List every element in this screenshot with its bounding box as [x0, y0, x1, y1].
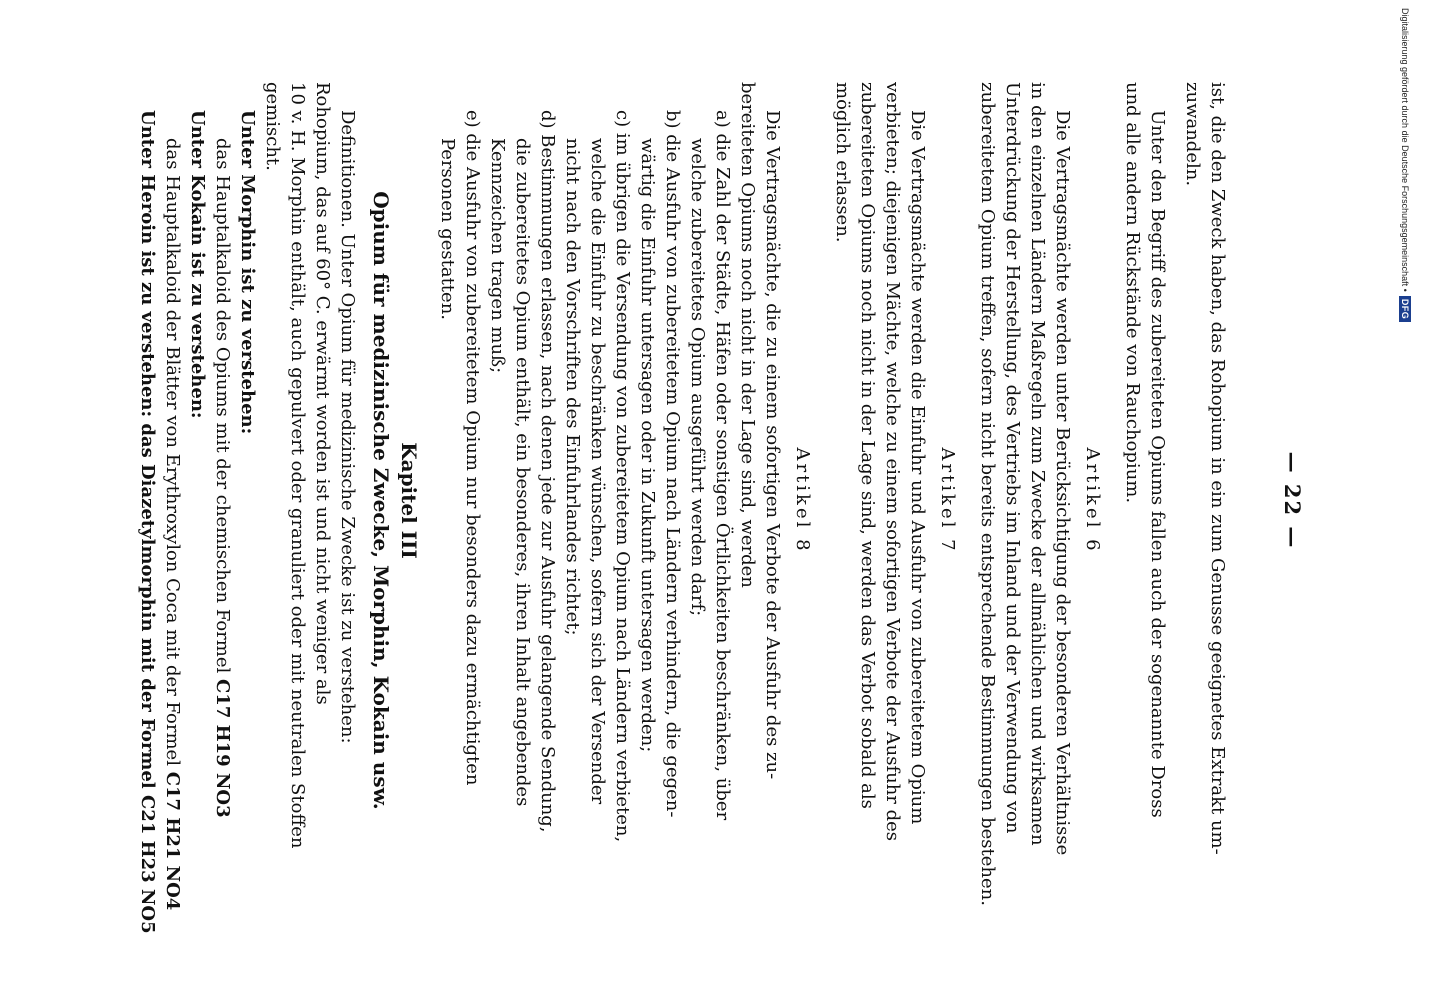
text-line: 10 v. H. Morphin enthält, auch gepulvert oder granuliert oder mit neutralen Stoffen [287, 82, 308, 849]
list-item: d) Bestimmungen erlassen, nach denen jede zur Ausfuhr gelangende Sendung, [537, 110, 558, 833]
text-line: Unter Kokain ist zu verstehen: [187, 110, 208, 419]
article-heading: Artikel 8 [792, 447, 813, 554]
text-line: zubereitetem Opium treffen, sofern nicht bereits entsprechende Bestimmungen bestehen. [977, 82, 998, 906]
article-heading: Artikel 7 [937, 447, 958, 554]
text-line: Unterdrückung der Herstellung, des Vertriebs im Inland und der Verwendung von [1002, 82, 1023, 834]
attribution-text: Digitalisierung gefördert durch die Deutsche Forschungsgemeinschaft • [1400, 8, 1410, 292]
text-line: gemischt. [262, 82, 283, 171]
chemical-formula: C17 H19 NO3 [212, 678, 233, 818]
text-line: Die Vertragsmächte werden die Einfuhr und Ausfuhr von zubereitetem Opium [907, 110, 928, 825]
formula-line [210, 138, 234, 818]
document-page [137, 48, 1317, 953]
text-line: und alle andern Rückstände von Rauchopium. [1122, 82, 1143, 504]
text-line: welche zubereitetes Opium ausgeführt werden darf; [687, 138, 708, 617]
text-line: Unter Heroin ist zu verstehen: das Diazetylmorphin mit der Formel C21 H23 NO5 [137, 110, 158, 934]
chemical-formula: C17 H21 NO4 [162, 771, 183, 911]
list-item: e) die Ausfuhr von zubereitetem Opium nur besonders dazu ermächtigten [462, 110, 483, 786]
text-line: zuwandeln. [1182, 82, 1203, 187]
text-line: Definitionen. Unter Opium für medizinische Zwecke ist zu verstehen: [337, 110, 358, 744]
formula-text: das Hauptalkaloid der Blätter von Erythroxylon Coca mit der Formel [162, 138, 183, 766]
text-line: nicht nach den Vorschriften des Einfuhrlandes richtet; [562, 138, 583, 636]
dfg-attribution [1396, 8, 1414, 398]
formula-line [160, 138, 184, 910]
list-item: b) die Ausfuhr von zubereitetem Opium nach Ländern verhindern, die gegen- [662, 110, 683, 818]
text-line: verbieten; diejenigen Mächte, welche zu einem sofortigen Verbote der Ausfuhr des [882, 82, 903, 842]
text-line: Die Vertragsmächte, die zu einem sofortigen Verbote der Ausfuhr des zu- [762, 110, 783, 780]
text-line: ist, die den Zweck haben, das Rohopium in ein zum Genusse geeignetes Extrakt um- [1207, 82, 1228, 855]
text-line: Kennzeichen tragen muß; [487, 138, 508, 374]
text-line: zubereiteten Opiums noch nicht in der Lage sind, werden das Verbot sobald als [857, 82, 878, 809]
text-line: in den einzelnen Ländern Maßregeln zum Zwecke der allmählichen und wirksamen [1027, 82, 1048, 846]
list-item: a) die Zahl der Städte, Häfen oder sonstigen Örtlichkeiten beschränken, über [712, 110, 733, 821]
text-line: Unter Morphin ist zu verstehen: [237, 110, 258, 435]
list-item: c) im übrigen die Versendung von zubereitetem Opium nach Ländern verbieten, [612, 110, 633, 843]
chapter-heading: Kapitel III [397, 442, 421, 559]
text-line: bereiteten Opiums noch nicht in der Lage sind, werden [737, 82, 758, 588]
text-line: Rohopium, das auf 60° C. erwärmt worden ist und nicht weniger als [312, 82, 333, 705]
formula-text: das Hauptalkaloid des Opiums mit der chemischen Formel [212, 138, 233, 674]
article-heading: Artikel 6 [1082, 447, 1103, 554]
dfg-logo: DFG [1399, 296, 1411, 323]
text-line: Unter den Begriff des zubereiteten Opiums fallen auch der sogenannte Dross [1147, 110, 1168, 818]
text-line: wärtig die Einfuhr untersagen oder in Zukunft untersagen werden; [637, 138, 658, 753]
page-number: — 22 — [1280, 451, 1305, 550]
text-line: Die Vertragsmächte werden unter Berücksichtigung der besonderen Verhältnisse [1052, 110, 1073, 856]
rotated-page-content [137, 48, 1317, 953]
text-line: möglich erlassen. [832, 82, 853, 243]
text-line: welche die Einfuhr zu beschränken wünschen, sofern sich der Versender [587, 138, 608, 805]
text-line: Personen gestatten. [437, 138, 458, 321]
text-line: die zubereitetes Opium enthält, ein besonderes, ihren Inhalt angebendes [512, 138, 533, 807]
chapter-title: Opium für medizinische Zwecke, Morphin, Kokain usw. [369, 191, 393, 810]
